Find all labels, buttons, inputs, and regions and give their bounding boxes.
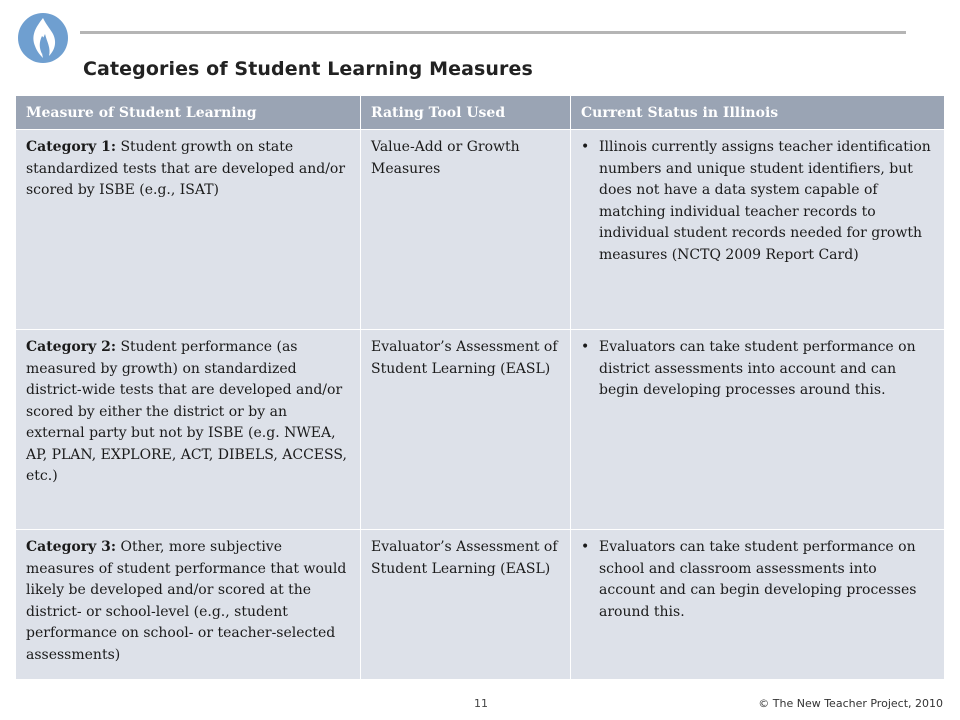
table-header-row (16, 96, 945, 130)
status-bullet (581, 337, 934, 402)
tool-cell: Evaluator’s Assessment of Student Learning (EASL) (361, 530, 571, 680)
header-divider (80, 31, 906, 34)
category-label: Category 2: (26, 339, 117, 355)
status-text: Evaluators can take student performance on district assessments into account and can begin developing processes around this. (599, 339, 916, 398)
measure-cell (16, 330, 361, 530)
flame-icon (17, 12, 69, 64)
measure-cell (16, 130, 361, 330)
category-label: Category 1: (26, 139, 117, 155)
table-row (16, 330, 945, 530)
bullet-icon: • (581, 339, 590, 355)
status-cell (571, 530, 945, 680)
category-label: Category 3: (26, 539, 117, 555)
table-row (16, 130, 945, 330)
status-text: Evaluators can take student performance on school and classroom assessments into account and can begin developing processes around this. (599, 539, 917, 620)
header-rating-tool: Rating Tool Used (361, 96, 571, 130)
table-row (16, 530, 945, 680)
status-bullet (581, 537, 934, 623)
category-text: Student growth on state standardized tests that are developed and/or scored by ISBE (e.g., ISAT) (26, 139, 346, 198)
status-bullet (581, 137, 934, 266)
status-cell (571, 130, 945, 330)
copyright-notice: © The New Teacher Project, 2010 (758, 697, 943, 710)
bullet-icon: • (581, 539, 590, 555)
status-cell (571, 330, 945, 530)
slide-title: Categories of Student Learning Measures (83, 58, 533, 80)
status-text: Illinois currently assigns teacher identification numbers and unique student identifiers, but does not have a data system capable of matching individual teacher records to individual student records needed for growth measures (NCTQ 2009 Report Card) (599, 139, 931, 263)
bullet-icon: • (581, 139, 590, 155)
category-text: Student performance (as measured by growth) on standardized district-wide tests that are developed and/or scored by either the district or by an external party but not by ISBE (e.g. NWEA, AP, PLAN, EXPLORE, ACT, DIBELS, ACCESS, etc.) (26, 339, 347, 484)
measure-cell (16, 530, 361, 680)
measures-table (15, 95, 945, 680)
header-measure: Measure of Student Learning (16, 96, 361, 130)
tool-cell: Evaluator’s Assessment of Student Learning (EASL) (361, 330, 571, 530)
page-number: 11 (474, 697, 488, 710)
header-status: Current Status in Illinois (571, 96, 945, 130)
tool-cell: Value-Add or Growth Measures (361, 130, 571, 330)
category-text: Other, more subjective measures of student performance that would likely be developed and/or scored at the district- or school-level (e.g., student performance on school- or teacher-selected assessments) (26, 539, 347, 663)
